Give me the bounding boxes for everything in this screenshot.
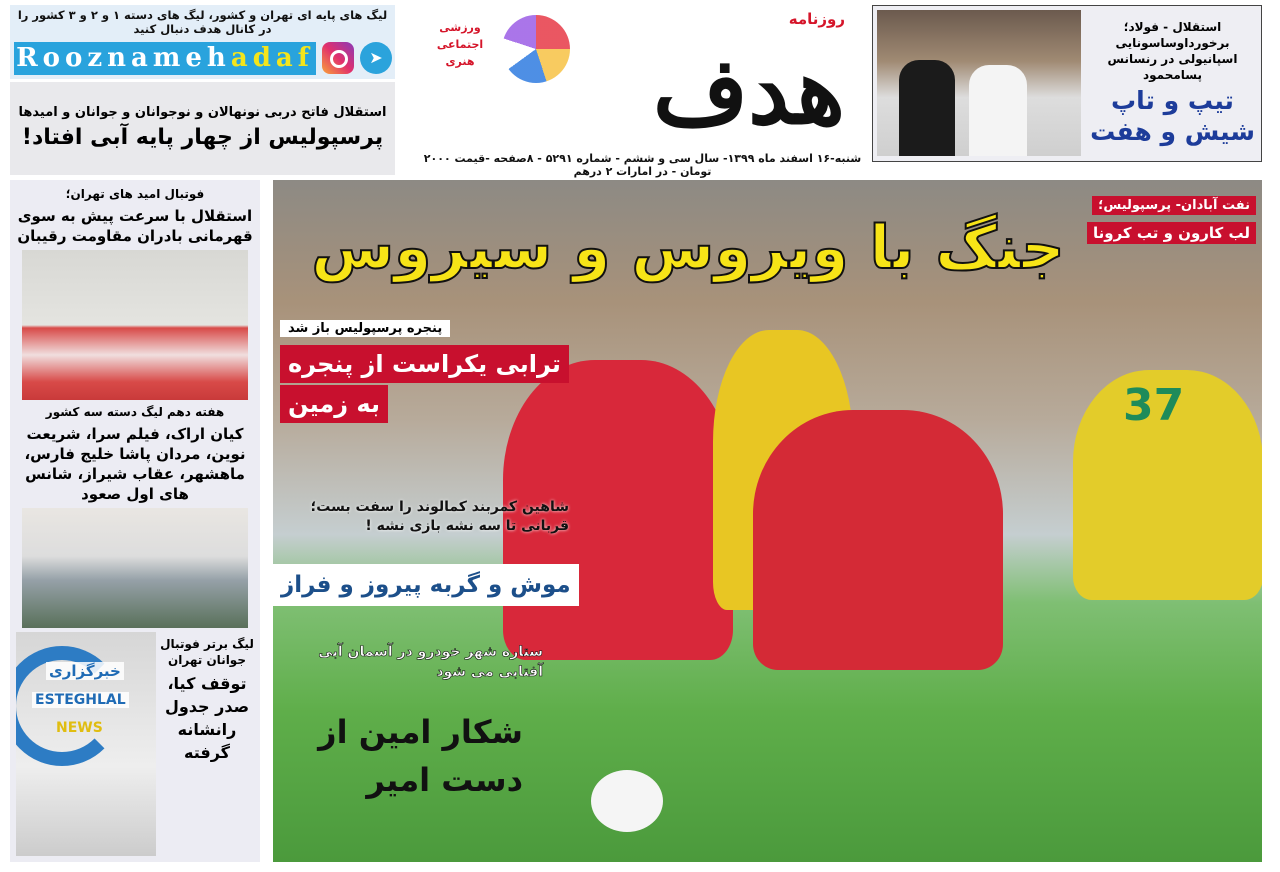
story-headline: کیان اراک، فیلم سرا، شریعت نوین، مردان پاشا خلیج فارس، ماهشهر، عقاب شیراز، شانس های اول صعود xyxy=(24,425,246,503)
story-kicker: استقلال فاتح دربی نونهالان و نوجوانان و جوانان و امیدها xyxy=(18,105,387,120)
story-kicker: هفته دهم لیگ دسته سه کشور xyxy=(45,405,225,419)
story-headline: استقلال با سرعت پیش به سوی قهرمانی بادران مقاومت رقیبان xyxy=(17,207,253,245)
story-kicker: لیگ برتر فوتبال جوانان تهران xyxy=(160,637,254,667)
top-right-story xyxy=(872,5,1262,162)
player-figure xyxy=(753,410,1003,670)
social-handle[interactable] xyxy=(14,42,316,75)
story-text xyxy=(160,632,254,856)
issue-info: شنبه-۱۶ اسفند ماه ۱۳۹۹- سال سی و ششم - شماره ۵۲۹۱ - ۸صفحه -قیمت ۲۰۰۰ تومان - در امارات ۲ درهم xyxy=(423,152,862,178)
story-headline: شکار امین از دست امیر xyxy=(318,713,523,799)
story-kicker: استقلال - فولاد؛ برخورداوساسونایی اسپانیولی در رنسانس پسامحمود xyxy=(1107,20,1238,82)
story-headline: توقف کیا، صدر جدول رانشانه گرفته xyxy=(164,674,250,762)
tag: هنری xyxy=(445,55,475,68)
main-photo-story xyxy=(273,180,1262,862)
story-photo xyxy=(22,250,248,400)
left-column xyxy=(10,180,260,862)
story-text xyxy=(1085,8,1260,158)
watermark-fa: خبرگزاری xyxy=(46,662,124,680)
instagram-icon[interactable] xyxy=(322,42,354,74)
story-kicker: پنجره پرسپولیس باز شد xyxy=(280,320,450,337)
bottom-story xyxy=(16,632,254,856)
story-headline-line2: به زمین xyxy=(280,385,388,423)
masthead xyxy=(420,5,865,178)
story-photo xyxy=(16,632,156,856)
handle-accent: adaf xyxy=(230,43,314,73)
tag: ورزشی xyxy=(439,21,481,34)
handle-main: Rooznameh xyxy=(16,43,231,73)
story-kicker: شاهین کمربند کمالوند را سفت بست؛ قربانی تا سه نشه بازی نشه ! xyxy=(310,499,569,534)
jersey-number: 37 xyxy=(1123,380,1185,431)
corner-kicker: نفت آبادان- پرسپولیس؛ xyxy=(1092,196,1256,215)
story-headline: پرسپولیس از چهار پایه آبی افتاد! xyxy=(21,125,384,150)
top-left-promo-box xyxy=(10,5,395,175)
ball xyxy=(591,770,663,832)
telegram-icon[interactable]: ➤ xyxy=(360,42,392,74)
story-headline: تیپ و تاپ شیش و هفت xyxy=(1090,86,1255,146)
masthead-name: هدف xyxy=(652,37,845,145)
newspaper-logo xyxy=(420,5,865,145)
derby-story xyxy=(10,82,395,175)
story-photo xyxy=(877,10,1081,156)
social-banner xyxy=(10,5,395,79)
story-headline: موش و گربه پیروز و فراز xyxy=(273,564,579,606)
ball-logo-icon xyxy=(502,15,570,83)
person-figure xyxy=(969,65,1027,156)
corner-headline: لب کارون و تب کرونا xyxy=(1087,222,1256,244)
person-figure xyxy=(899,60,955,156)
social-note: لیگ های پایه ای تهران و کشور، لیگ های دسته ۱ و ۲ و ۳ کشور را در کانال هدف دنبال کنید xyxy=(17,8,388,36)
story-photo xyxy=(22,508,248,628)
masthead-tags xyxy=(430,19,490,70)
story-kicker: فوتبال امید های تهران؛ xyxy=(65,187,205,201)
watermark-en: ESTEGHLAL xyxy=(32,692,129,708)
story-headline: ترابی یکراست از پنجره xyxy=(280,345,569,383)
tag: اجتماعی xyxy=(436,38,484,51)
main-headline: جنگ با ویروس و سیروس xyxy=(311,213,1065,283)
story-kicker: ستاره شهر خودرو در آسمان آبی آفتابی می شود xyxy=(318,644,543,680)
masthead-prefix: روزنامه xyxy=(788,10,845,28)
watermark-news: NEWS xyxy=(56,720,103,736)
